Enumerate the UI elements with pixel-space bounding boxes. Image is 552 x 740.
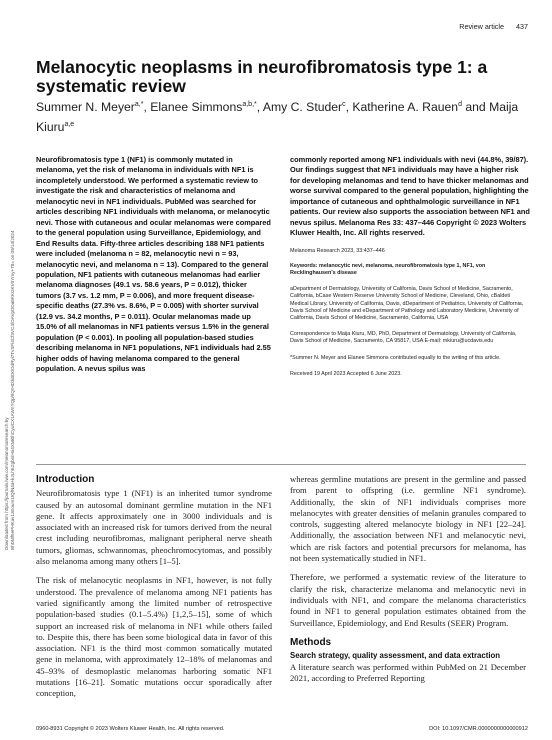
page-number: 437: [516, 22, 528, 31]
author-affil: a,e: [64, 121, 75, 129]
intro-heading: Introduction: [36, 474, 95, 485]
author-affil: d: [458, 101, 462, 108]
author-name: and Maija Kiuru: [36, 100, 519, 135]
correspondence: Correspondence to Maija Kiuru, MD, PhD, Department of Dermatology, University of California, Davis School of Medicine, Sacramento, CA 95817, USA E-mail: mkiuru@ucdavis.edu: [290, 331, 517, 345]
author-affil: c: [342, 101, 346, 108]
section-label: Review article: [459, 22, 504, 31]
article-title: Melanocytic neoplasms in neurofibromatosis type 1: a systematic review: [36, 57, 488, 96]
author-list: [36, 96, 536, 136]
abstract-left: Neurofibromatosis type 1 (NF1) is commonly mutated in melanoma, yet the risk of melanoma in individuals with NF1 is incompletely understood. We performed a systematic review to investigate the risk and characteristics of melanoma and melanocytic nevi in NF1 individuals. PubMed was searched for articles describing NF1 individuals with melanoma, or melanocytic nevi. Those with cutaneous and ocular melanomas were compared to the general population using Surveillance, Epidemiology, and End Results data. Fifty-three articles describing 188 NF1 patients were included (melanoma n = 82, melanocytic nevi n = 93, melanocytic nevi, and melanoma n = 13). Compared to the general population, NF1 patients with cutaneous melanomas had earlier melanoma diagnoses (49.1 vs. 58.6 years, P = 0.012), thicker tumors (3.7 vs. 1.2 mm, P = 0.006), and more frequent disease-specific deaths (27.3% vs. 8.6%, P = 0.005) with shorter survival (12.9 vs. 34.2 months, P = 0.011). Ocular melanomas made up 15.0% of all melanomas in NF1 patients versus 1.5% in the general population (P < 0.001). In pooling all population-based studies describing melanoma in NF1 populations, NF1 individuals had 2.55 higher odds of having melanoma compared to the general population. A nevus spilus was: [36, 155, 271, 374]
author-name: , Katherine A. Rauen: [345, 100, 459, 115]
intro-paragraph-2: The risk of melanocytic neoplasms in NF1, however, is not fully understood. The prevalence of melanoma among NF1 patients has varied significantly among the limited number of retrospective population-based studies (0.1–5.4%) [1,2,5–15], some of which support an increased risk of melanoma in NF1 while others failed to. Despite this, there has been some biological data in favor of this association. NF1 is the third most common somatically mutated gene in melanoma, with approximately 12–18% of melanomas and 45–93% of desmoplastic melanomas harboring somatic NF1 mutations [16–21]. Somatic mutations occur sporadically after conception,: [36, 575, 272, 699]
author-affil: a,*: [134, 101, 144, 108]
body-left-column: [36, 474, 272, 708]
methods-paragraph-1: A literature search was performed within PubMed on 21 December 2021, according to Preferred Reporting: [290, 661, 526, 683]
intro-paragraph-4: Therefore, we performed a systematic review of the literature to clarify the risk, characterize melanoma and melanocytic nevi in individuals with NF1, and compare the melanoma characteristics found in NF1 to general population estimates obtained from the Surveillance, Epidemiology, and End Results (SEER) Program.: [290, 572, 526, 628]
equal-contribution-note: *Summer N. Meyer and Elanee Simmons contributed equally to the writing of this article.: [290, 354, 501, 361]
footer-copyright: 0960-8931 Copyright © 2023 Wolters Kluwer Health, Inc. All rights reserved.: [36, 726, 225, 732]
methods-subheading: Search strategy, quality assessment, and data extraction: [290, 651, 501, 661]
running-header: [449, 22, 528, 31]
keywords: Keywords: melanocytic nevi, melanoma, neurofibromatosis type 1, NF1, von Recklinghausen's disease: [290, 262, 486, 277]
abstract-right-column: [290, 155, 530, 378]
author-name: Summer N. Meyer: [36, 100, 135, 115]
author-name: , Elanee Simmons: [143, 100, 243, 115]
body-right-column: [290, 474, 526, 692]
download-note: Downloaded from https://journals.lww.com/melanomaresearch by BhDMf5ePHKav1zEoum1tQfN4a+kJLhEZgbsIHo4XMi0hCywCX1AWnYQp/IlQrHD3i3D0OdRyi7TvSFl4Cf3VC4/OAVpDDa8KKGKV0Ymy+78= on 09/14/2024: [4, 230, 15, 550]
affiliations: aDepartment of Dermatology, University of California, Davis School of Medicine, Sacramento, California, bCase Western Reserve University School of Medicine, Cleveland, Ohio, cBaldeti Medical Library, University of California, Davis, dDepartment of Pediatrics, University of California, Davis School of Medicine and eDepartment of Pathology and Laboratory Medicine, University of California, Davis School of Medicine, Sacramento, California, USA: [290, 286, 524, 322]
download-sidebar: [4, 130, 18, 550]
author-affil: a,b,*: [242, 101, 257, 108]
intro-paragraph-3: whereas germline mutations are present in the germline and passed from parent to offspring (i.e. germline NF1 syndrome). Additionally, the skin of NF1 individuals comprises more melanocytes with greater densities of melanin granules compared to controls, suggesting altered melanocyte biology in NF1 [22–24]. Additionally, the association between NF1 and melanocytic nevi, which are risk factors and potential precursors for melanoma, has not been systematically studied in NF1.: [290, 474, 526, 564]
methods-heading: Methods: [290, 636, 332, 648]
abstract-right: commonly reported among NF1 individuals with nevi (44.8%, 39/87). Our findings suggest that NF1 individuals may have a higher risk for developing melanomas and tend to have thicker melanomas and worse survival compared to the general population, highlighting the importance of cutaneous and ophthalmologic surveillance in NF1 patients. Our review also supports the association between NF1 and nevus spilus. Melanoma Res 33: 437–446 Copyright © 2023 Wolters Kluwer Health, Inc. All rights reserved.: [290, 155, 530, 238]
citation-line: Melanoma Research 2023, 33:437–446: [290, 247, 385, 254]
section-divider: [36, 464, 526, 465]
author-name: , Amy C. Studer: [256, 100, 343, 115]
intro-paragraph-1: Neurofibromatosis type 1 (NF1) is an inherited tumor syndrome caused by an autosomal dominant germline mutation in the NF1 gene. It affects approximately one in 3000 individuals and is associated with an increased risk for tumors derived from the neural crest including neurofibromas, malignant peripheral nerve sheath tumors, gliomas, schwannomas, pheochromocytomas, and possibly also melanoma among many others [1–5].: [36, 488, 272, 567]
received-dates: Received 19 April 2023 Accepted 6 June 2023.: [290, 370, 402, 377]
footer-doi: DOI: 10.1097/CMR.0000000000000912: [429, 726, 528, 732]
